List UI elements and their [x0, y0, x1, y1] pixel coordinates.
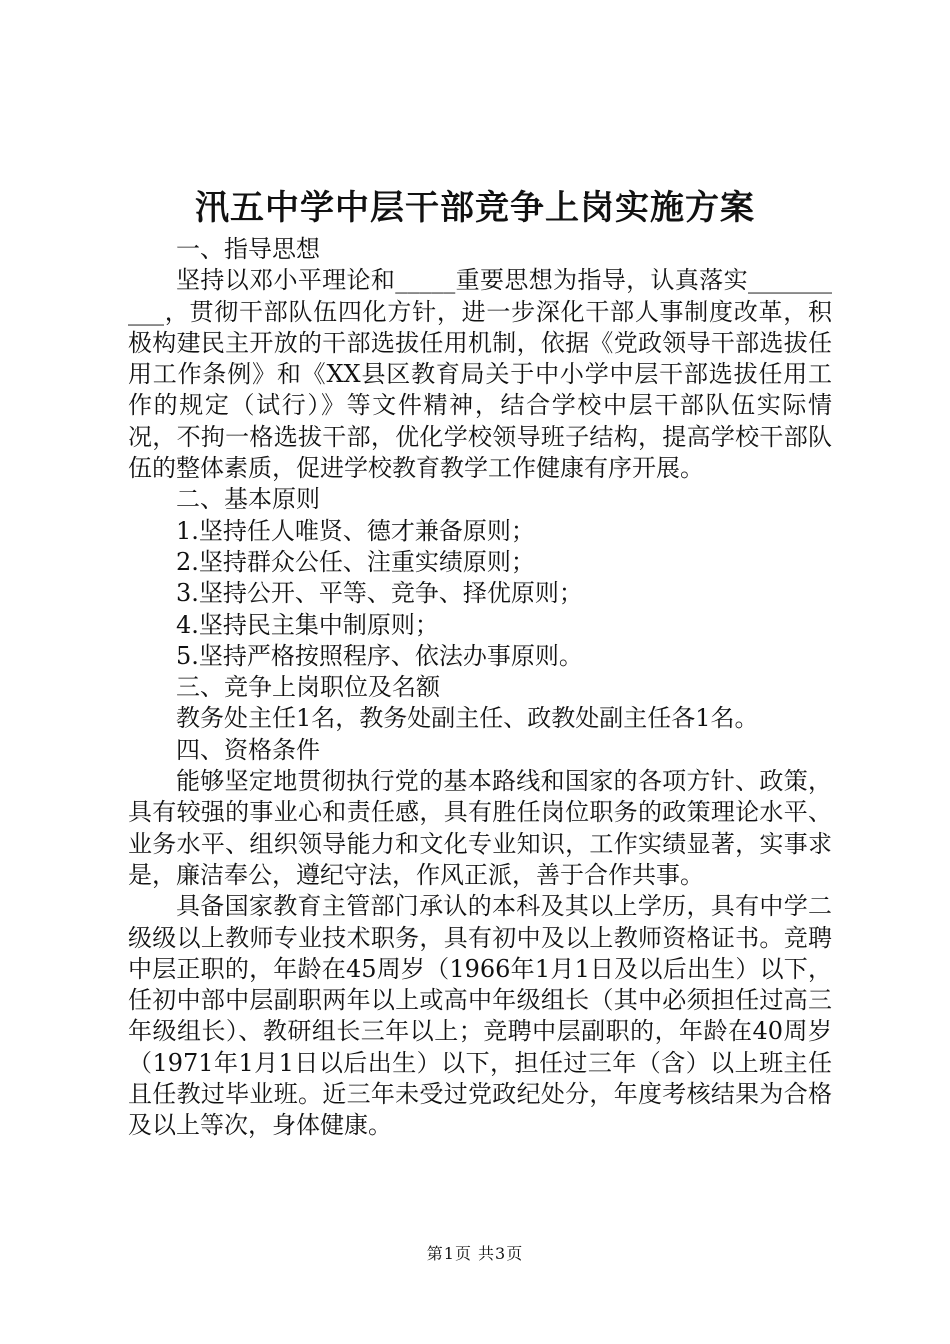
section-heading-basic-principles: 二、基本原则	[176, 485, 320, 514]
section-heading-positions: 三、竞争上岗职位及名额	[176, 673, 440, 702]
principle-item-3: 3.坚持公开、平等、竞争、择优原则；	[176, 579, 583, 608]
section-heading-qualifications: 四、资格条件	[176, 735, 320, 764]
principle-item-2: 2.坚持群众公任、注重实绩原则；	[176, 547, 535, 576]
page-number-footer: 第1页 共3页	[426, 1244, 524, 1263]
section-heading-guiding-ideology: 一、指导思想	[176, 235, 320, 263]
principle-item-5: 5.坚持严格按照程序、依法办事原则。	[176, 641, 583, 670]
paragraph-qualifications-1: 能够坚定地贯彻执行党的基本路线和国家的各项方针、政策，具有较强的事业心和责任感，具有胜任岗位职务的政策理论水平、业务水平、组织领导能力和文化专业知识，工作实绩显著，实事求是，廉洁奉公，遵纪守法，作风正派，善于合作共事。	[128, 767, 832, 889]
document-body	[128, 234, 832, 1142]
paragraph-qualifications-2: 具备国家教育主管部门承认的本科及其以上学历，具有中学二级级以上教师专业技术职务，具有初中及以上教师资格证书。竞聘中层正职的，年龄在45周岁（1966年1月1日及以后出生）以下，任初中部中层副职两年以上或高中年级组长（其中必须担任过高三年级组长）、教研组长三年以上；竞聘中层副职的，年龄在40周岁（1971年1月1日以后出生）以下，担任过三年（含）以上班主任且任教过毕业班。近三年未受过党政纪处分，年度考核结果为合格及以上等次，身体健康。	[128, 892, 832, 1140]
paragraph-guiding-ideology: 坚持以邓小平理论和_____重要思想为指导，认真落实__________，贯彻干部队伍四化方针，进一步深化干部人事制度改革，积极构建民主开放的干部选拔任用机制，依据《党政领导干部选拔任用工作条例》和《XX县区教育局关于中小学中层干部选拔任用工作的规定（试行）》等文件精神，结合学校中层干部队伍实际情况，不拘一格选拔干部，优化学校领导班子结构，提高学校干部队伍的整体素质，促进学校教育教学工作健康有序开展。	[128, 266, 832, 483]
principle-item-4: 4.坚持民主集中制原则；	[176, 610, 439, 639]
paragraph-positions: 教务处主任1名，教务处副主任、政教处副主任各1名。	[176, 704, 759, 733]
document-title: 汛五中学中层干部竞争上岗实施方案	[195, 188, 755, 228]
principle-item-1: 1.坚持任人唯贤、德才兼备原则；	[176, 516, 535, 545]
